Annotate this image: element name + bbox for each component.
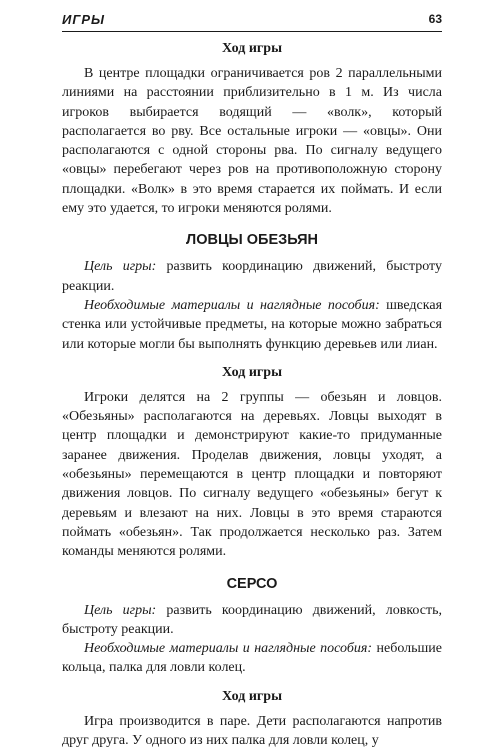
section-volk-i-ovtsy [62,40,442,218]
materials-paragraph [62,296,442,354]
subheading-game-procedure: Ход игры [222,364,282,380]
goal-label: Цель игры: [84,602,157,618]
game-procedure-paragraph: В центре площадки ограничивается ров 2 параллельными линиями на расстоянии приблизительно в 1 м. Из числа игроков выбирается водящий — «волк», который располагается во рву. Все остальные игроки — «овцы». Они располагаются с одной стороны рва. По сигналу ведущего «овцы» перебегают через ров на противоположную сторону площадки. «Волк» в это время старается их поймать. И если ему это удается, то игроки меняются ролями. [62,66,442,217]
materials-paragraph [62,639,442,678]
game-procedure-paragraph: Игра производится в паре. Дети располагаются напротив друг друга. У одного из них палка для ловли колец, у [62,713,442,749]
running-head: ИГРЫ [62,12,105,27]
game-title: ЛОВЦЫ ОБЕЗЬЯН [186,232,318,249]
goal-label: Цель игры: [84,259,157,275]
page-number: 63 [428,12,442,26]
goal-paragraph [62,601,442,640]
game-title: СЕРСО [226,575,278,592]
page-content [62,40,442,750]
goal-paragraph [62,257,442,296]
section-lovtsy-obezyan [62,231,442,561]
subheading-game-procedure: Ход игры [222,688,282,704]
header-rule [62,31,442,32]
materials-text: шведская стенка или устойчивые предметы, на которые можно забраться или которые могли бы выполнять функцию деревьев или лиан. [62,297,443,352]
materials-label: Необходимые материалы и наглядные пособия: [84,297,380,313]
goal-text: развить координацию движений, ловкость, быстроту реакции. [62,602,442,637]
materials-text: небольшие кольца, палка для ловли колец. [62,641,442,676]
goal-text: развить координацию движений, быстроту реакции. [62,259,442,294]
game-procedure-paragraph: Игроки делятся на 2 группы — обезьян и ловцов. «Обезьяны» располагаются на деревьях. Ловцы выходят в центр площадки и демонстрируют какие-то придуманные заранее движения. Проделав движения, ловцы уходят, а «обезьяны» перемещаются в центр площадки и повторяют движения ловцов. По сигналу ведущего «обезьяны» бегут к деревьям и влезают на них. Ловцы в это время стараются поймать «обезьян». Так продолжается несколько раз. Затем команды меняются ролями. [62,389,442,560]
materials-label: Необходимые материалы и наглядные пособия: [84,641,373,657]
page-header [62,12,442,32]
section-serso [62,575,442,750]
subheading-game-procedure: Ход игры [222,41,282,56]
